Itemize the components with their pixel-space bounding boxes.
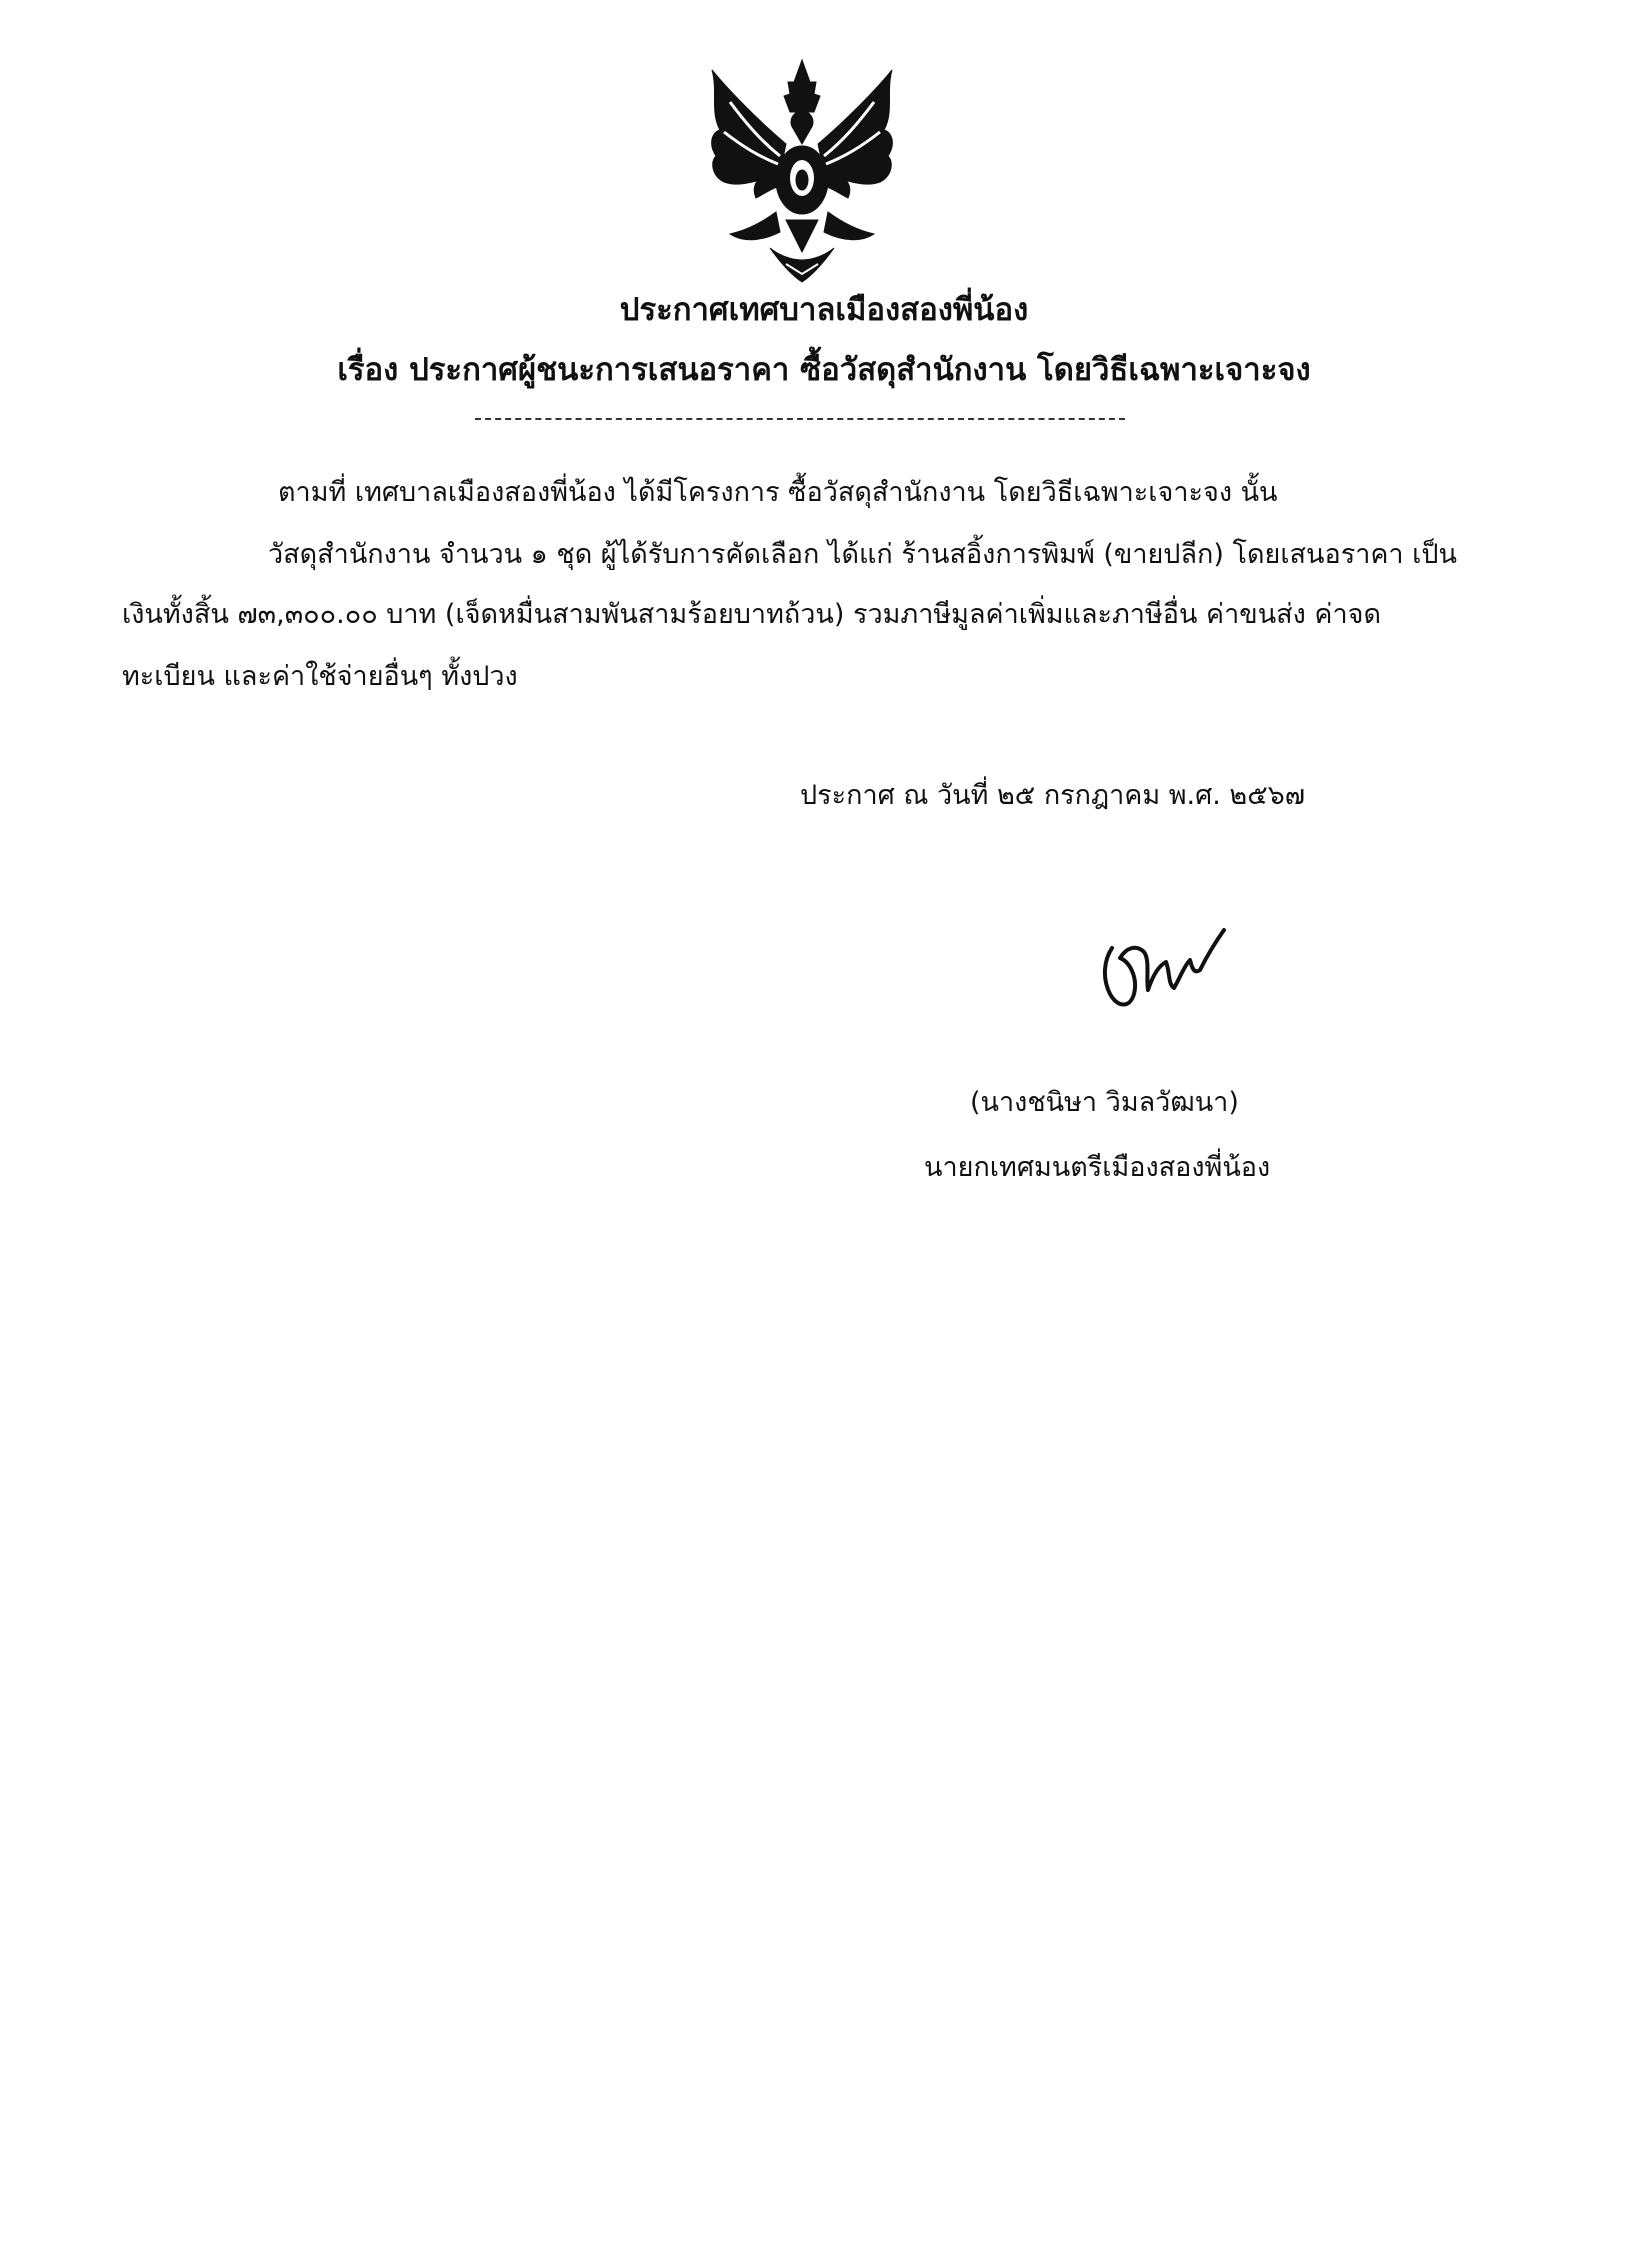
document-subject: เรื่อง ประกาศผู้ชนะการเสนอราคา ซื้อวัสดุสำนักงาน โดยวิธีเฉพาะเจาะจง <box>337 352 1311 388</box>
body-line: เงินทั้งสิ้น ๗๓,๓๐๐.๐๐ บาท (เจ็ดหมื่นสามพันสามร้อยบาทถ้วน) รวมภาษีมูลค่าเพิ่มและภาษีอื่น ค่าขนส่ง ค่าจด <box>122 599 1381 630</box>
announcement-date: ประกาศ ณ วันที่ ๒๕ กรกฎาคม พ.ศ. ๒๕๖๗ <box>800 780 1306 811</box>
body-line: ทะเบียน และค่าใช้จ่ายอื่นๆ ทั้งปวง <box>122 661 518 692</box>
garuda-emblem-icon <box>690 52 915 287</box>
document-title: ประกาศเทศบาลเมืองสองพี่น้อง <box>619 292 1029 328</box>
divider <box>475 418 1125 420</box>
signer-position: นายกเทศมนตรีเมืองสองพี่น้อง <box>924 1152 1271 1183</box>
handwritten-signature <box>1090 908 1240 1018</box>
signer-name: (นางชนิษา วิมลวัฒนา) <box>970 1087 1239 1118</box>
body-line: ตามที่ เทศบาลเมืองสองพี่น้อง ได้มีโครงการ ซื้อวัสดุสำนักงาน โดยวิธีเฉพาะเจาะจง นั้น <box>278 477 1278 508</box>
body-line: วัสดุสำนักงาน จำนวน ๑ ชุด ผู้ได้รับการคัดเลือก ได้แก่ ร้านสอิ้งการพิมพ์ (ขายปลีก) โดยเสนอราคา เป็น <box>268 539 1457 570</box>
